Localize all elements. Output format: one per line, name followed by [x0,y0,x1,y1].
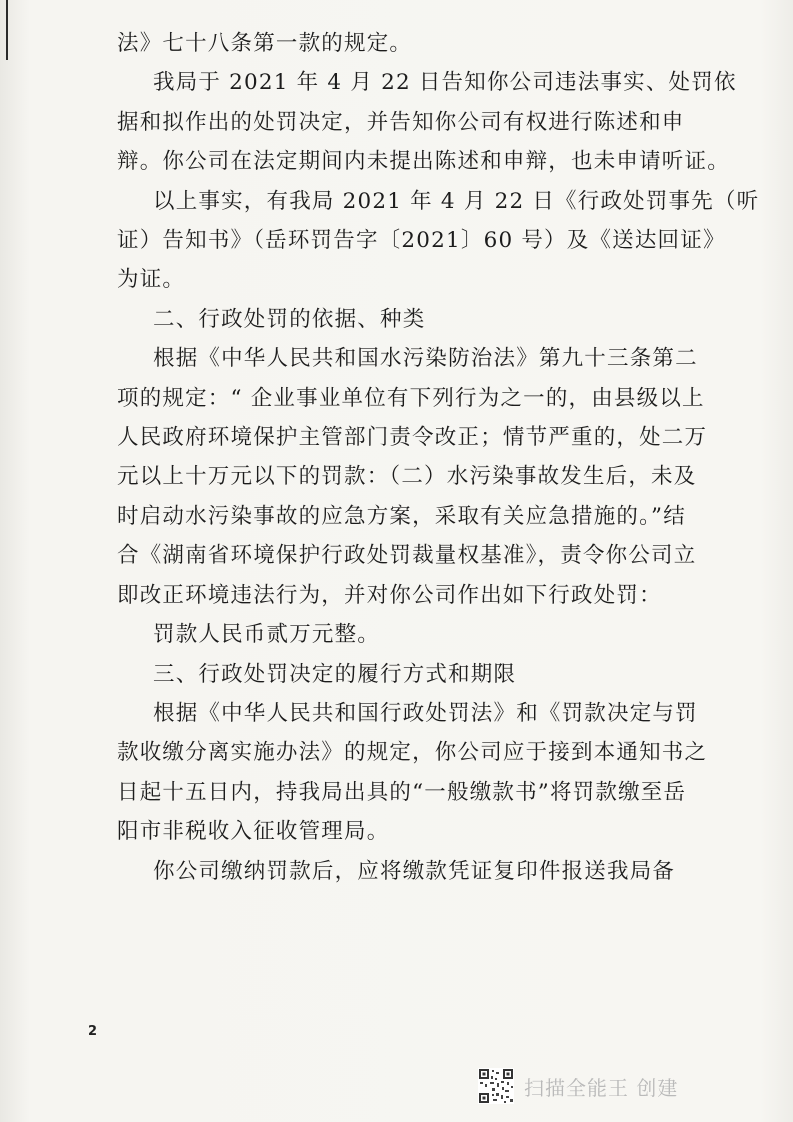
page-number: 2 [88,1024,98,1039]
document-line: 我局于 2021 年 4 月 22 日告知你公司违法事实、处罚依 [153,70,737,96]
document-line: 即改正环境违法行为，并对你公司作出如下行政处罚： [117,582,662,608]
document-line: 二、行政处罚的依据、种类 [153,306,426,332]
document-line: 日起十五日内，持我局出具的“一般缴款书”将罚款缴至岳 [117,779,687,805]
document-line: 时启动水污染事故的应急方案，采取有关应急措施的。”结 [117,503,686,529]
document-line: 罚款人民币贰万元整。 [153,622,381,648]
document-line: 以上事实，有我局 2021 年 4 月 22 日《行政处罚事先（听 [153,188,760,214]
document-line: 元以上十万元以下的罚款：（二）水污染事故发生后，未及 [117,464,697,490]
scan-edge-line [6,0,8,60]
document-line: 法》七十八条第一款的规定。 [117,31,413,56]
document-line: 三、行政处罚决定的履行方式和期限 [153,661,517,687]
watermark-text: 扫描全能王 创建 [524,1075,679,1100]
document-line: 项的规定：“ 企业事业单位有下列行为之一的，由县级以上 [117,385,705,411]
document-line: 辩。你公司在法定期间内未提出陈述和申辩，也未申请听证。 [117,149,730,175]
document-line: 证）告知书》（岳环罚告字〔2021〕60 号）及《送达回证》 [117,228,726,254]
document-line: 根据《中华人民共和国水污染防治法》第九十三条第二 [153,346,698,372]
document-line: 阳市非税收入征收管理局。 [117,819,390,845]
document-line: 人民政府环境保护主管部门责令改正；情节严重的，处二万 [117,425,708,451]
document-line: 合《湖南省环境保护行政处罚裁量权基准》，责令你公司立 [117,543,697,569]
document-line: 款收缴分离实施办法》的规定，你公司应于接到本通知书之 [117,740,708,766]
document-line: 根据《中华人民共和国行政处罚法》和《罚款决定与罚 [153,700,698,726]
document-line: 你公司缴纳罚款后，应将缴款凭证复印件报送我局备 [153,858,676,884]
document-line: 为证。 [117,267,186,293]
scanner-watermark [478,1066,678,1106]
document-body [117,24,760,891]
document-line: 据和拟作出的处罚决定，并告知你公司有权进行陈述和申 [117,109,685,135]
qr-code-icon [478,1068,514,1104]
